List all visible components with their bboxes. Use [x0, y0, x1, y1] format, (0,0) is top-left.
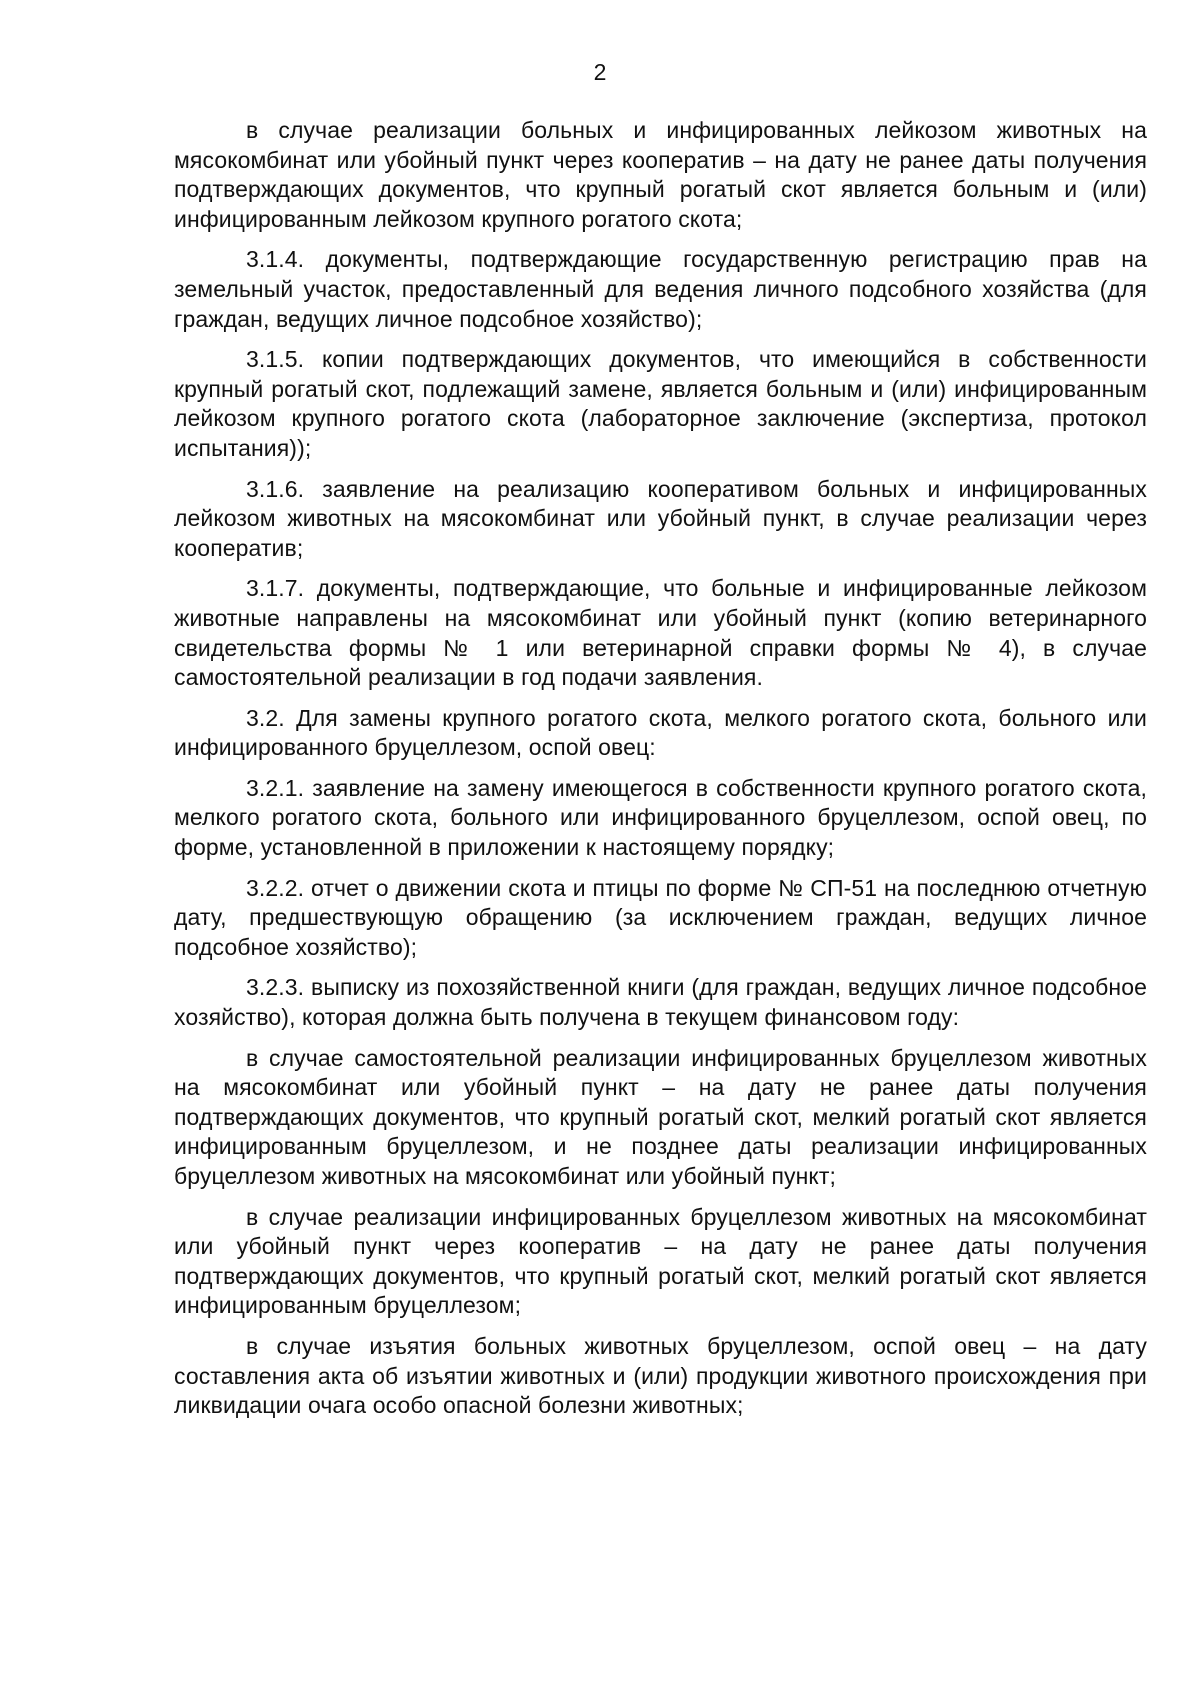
paragraph-3-2-3-household-book-extract: 3.2.3. выписку из похозяйственной книги (для граждан, ведущих личное подсобное хозяйство), которая должна быть получена в текущем финансовом году:: [174, 974, 1147, 1031]
paragraph-animal-withdrawal: в случае изъятия больных животных бруцеллезом, оспой овец – на дату составления акта об изъятии животных и (или) продукции животного происхождения при ликвидации очага особо опасной болезни животных;: [174, 1332, 1147, 1419]
paragraph-3-1-4-land-rights: 3.1.4. документы, подтверждающие государственную регистрацию прав на земельный участок, предоставленный для ведения личного подсобного хозяйства (для граждан, ведущих личное подсобное хозяйство);: [174, 246, 1147, 332]
page-number: 2: [593, 59, 607, 85]
paragraph-3-1-6-cooperative-application: 3.1.6. заявление на реализацию кооперативом больных и инфицированных лейкозом животных на мясокомбинат или убойный пункт, в случае реализации через кооператив;: [174, 475, 1147, 561]
paragraph-3-2-2-sp51-report: 3.2.2. отчет о движении скота и птицы по форме № СП-51 на последнюю отчетную дату, предшествующую обращению (за исключением граждан, ведущих личное подсобное хозяйство);: [174, 874, 1147, 960]
paragraph-3-2-1-replacement-application: 3.2.1. заявление на замену имеющегося в собственности крупного рогатого скота, мелкого рогатого скота, больного или инфицированного бруцеллезом, оспой овец, по форме, установленной в приложении к настоящему порядку;: [174, 774, 1147, 861]
paragraph-3-1-5-lab-conclusion: 3.1.5. копии подтверждающих документов, что имеющийся в собственности крупный рогатый скот, подлежащий замене, является больным и (или) инфицированным лейкозом крупного рогатого скота (лабораторное заключение (экспертиза, протокол испытания));: [174, 346, 1147, 461]
paragraph-leucosis-cooperative-sale: в случае реализации больных и инфицированных лейкозом животных на мясокомбинат или убойный пункт через кооператив – на дату не ранее даты получения подтверждающих документов, что крупный рогатый скот является больным и (или) инфицированным лейкозом крупного рогатого скота;: [174, 117, 1147, 232]
paragraph-brucellosis-cooperative-sale: в случае реализации инфицированных бруцеллезом животных на мясокомбинат или убойный пункт через кооператив – на дату не ранее даты получения подтверждающих документов, что крупный рогатый скот, мелкий рогатый скот является инфицированным бруцеллезом;: [174, 1203, 1147, 1319]
paragraph-3-2-brucellosis-replacement: 3.2. Для замены крупного рогатого скота, мелкого рогатого скота, больного или инфицированного бруцеллезом, оспой овец:: [174, 704, 1147, 761]
paragraph-3-1-7-veterinary-documents: 3.1.7. документы, подтверждающие, что больные и инфицированные лейкозом животные направлены на мясокомбинат или убойный пункт (копию ветеринарного свидетельства формы № 1 или ветеринарной справки формы № 4), в случае самостоятельной реализации в год подачи заявления.: [174, 575, 1147, 691]
paragraph-brucellosis-self-sale: в случае самостоятельной реализации инфицированных бруцеллезом животных на мясокомбинат или убойный пункт – на дату не ранее даты получения подтверждающих документов, что крупный рогатый скот, мелкий рогатый скот является инфицированным бруцеллезом, и не позднее даты реализации инфицированных бруцеллезом животных на мясокомбинат или убойный пункт;: [174, 1044, 1147, 1189]
document-body: [174, 116, 1147, 1432]
